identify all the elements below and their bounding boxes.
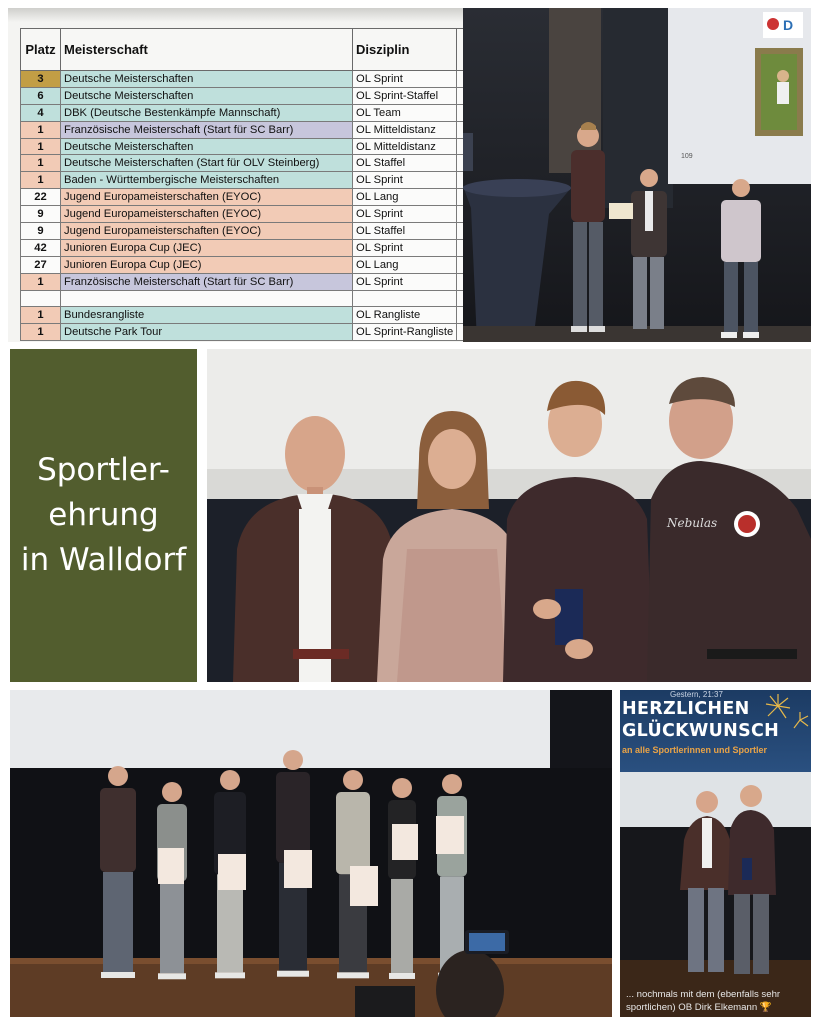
discipline-cell: OL Sprint	[353, 239, 457, 256]
place-cell: 3	[21, 71, 61, 88]
team-member-figure	[157, 782, 187, 979]
certificate	[392, 824, 418, 860]
results-table	[20, 28, 463, 341]
place-cell: 9	[21, 223, 61, 240]
championship-cell: Junioren Europa Cup (JEC)	[61, 239, 353, 256]
championship-cell: Jugend Europameisterschaften (EYOC)	[61, 189, 353, 206]
table-row	[21, 239, 464, 256]
award-group-illustration	[207, 349, 811, 682]
svg-text:Nebulas: Nebulas	[667, 516, 718, 530]
table-header-row	[21, 29, 464, 71]
championship-cell: DBK (Deutsche Bestenkämpfe Mannschaft)	[61, 104, 353, 121]
discipline-cell: OL Sprint	[353, 206, 457, 223]
place-cell	[21, 290, 61, 307]
page-title: Sportler- ehrung in Walldorf	[20, 452, 187, 578]
discipline-cell: OL Rangliste	[353, 307, 457, 324]
place-cell: 42	[21, 239, 61, 256]
discipline-cell: OL Team	[353, 104, 457, 121]
place-cell: 1	[21, 324, 61, 341]
championship-cell: Deutsche Meisterschaften	[61, 138, 353, 155]
team-member-figure	[214, 770, 246, 978]
championship-cell: Deutsche Meisterschaften	[61, 87, 353, 104]
discipline-cell	[353, 290, 457, 307]
post-caption: ... nochmals mit dem (ebenfalls sehr sportlichen) OB Dirk Elkemann 🏆	[626, 989, 781, 1013]
place-cell: 27	[21, 256, 61, 273]
results-table-body	[21, 71, 464, 341]
column-header-championship: Meisterschaft	[61, 29, 353, 71]
results-table-photo	[8, 8, 463, 342]
place-cell: 9	[21, 206, 61, 223]
championship-cell: Junioren Europa Cup (JEC)	[61, 256, 353, 273]
discipline-cell: OL Sprint	[353, 172, 457, 189]
table-row	[21, 206, 464, 223]
discipline-cell: OL Sprint-Rangliste	[353, 324, 457, 341]
certificate	[158, 848, 184, 884]
projection-screen	[10, 690, 550, 768]
team-member-figure	[100, 766, 136, 978]
table-row	[21, 189, 464, 206]
social-media-screenshot	[620, 690, 811, 1017]
trophy-icon	[742, 858, 752, 880]
table-row	[21, 121, 464, 138]
discipline-cell: OL Mitteldistanz	[353, 138, 457, 155]
championship-cell	[61, 290, 353, 307]
discipline-cell: OL Lang	[353, 189, 457, 206]
championship-cell: Deutsche Park Tour	[61, 324, 353, 341]
discipline-cell: OL Staffel	[353, 155, 457, 172]
championship-cell: Französische Meisterschaft (Start für SC Barr)	[61, 273, 353, 290]
discipline-cell: OL Lang	[353, 256, 457, 273]
place-cell: 22	[21, 189, 61, 206]
championship-cell: Deutsche Meisterschaften	[61, 71, 353, 88]
team-member-figure	[276, 750, 312, 977]
discipline-cell: OL Staffel	[353, 223, 457, 240]
trophy-icon	[555, 589, 583, 645]
discipline-cell: OL Sprint	[353, 71, 457, 88]
column-header-place: Platz	[21, 29, 61, 71]
championship-cell: Jugend Europameisterschaften (EYOC)	[61, 206, 353, 223]
championship-cell: Bundesrangliste	[61, 307, 353, 324]
championship-cell: Deutsche Meisterschaften (Start für OLV Steinberg)	[61, 155, 353, 172]
discipline-cell: OL Sprint	[353, 273, 457, 290]
certificate	[436, 816, 464, 854]
table-row	[21, 87, 464, 104]
blurred-header-strip	[8, 8, 463, 22]
table-row	[21, 273, 464, 290]
congratulations-headline	[622, 698, 779, 742]
table-row	[21, 172, 464, 189]
headline-line-1: HERZLICHEN	[622, 699, 750, 719]
table-row	[21, 256, 464, 273]
place-cell: 1	[21, 307, 61, 324]
table-row	[21, 104, 464, 121]
table-row	[21, 290, 464, 307]
table-row	[21, 307, 464, 324]
stage-speech-photo	[463, 8, 811, 342]
place-cell: 4	[21, 104, 61, 121]
table-row	[21, 155, 464, 172]
column-header-discipline: Disziplin	[353, 29, 457, 71]
championship-cell: Jugend Europameisterschaften (EYOC)	[61, 223, 353, 240]
team-member-figure	[436, 774, 467, 979]
place-cell: 6	[21, 87, 61, 104]
place-cell: 1	[21, 121, 61, 138]
table-row	[21, 324, 464, 341]
table-row	[21, 138, 464, 155]
post-timestamp: Gestern, 21:37	[670, 690, 723, 699]
title-block	[10, 349, 197, 682]
table-row	[21, 223, 464, 240]
certificate	[284, 850, 312, 888]
place-cell: 1	[21, 138, 61, 155]
team-stage-illustration	[10, 690, 612, 1017]
championship-cell: Französische Meisterschaft (Start für SC Barr)	[61, 121, 353, 138]
congratulations-subline: an alle Sportlerinnen und Sportler	[622, 745, 768, 755]
stage-speech-illustration	[463, 8, 811, 342]
place-cell: 1	[21, 273, 61, 290]
table-row	[21, 71, 464, 88]
award-group-photo	[207, 349, 811, 682]
discipline-cell: OL Mitteldistanz	[353, 121, 457, 138]
team-stage-photo	[10, 690, 612, 1017]
certificate	[218, 854, 246, 890]
slide-number: 109	[681, 153, 693, 160]
stage-floor	[10, 958, 612, 1017]
svg-text:D: D	[783, 17, 794, 33]
certificate	[350, 866, 378, 906]
place-cell: 1	[21, 155, 61, 172]
headline-line-2: GLÜCKWUNSCH	[622, 721, 780, 741]
championship-cell: Baden - Württembergische Meisterschaften	[61, 172, 353, 189]
discipline-cell: OL Sprint-Staffel	[353, 87, 457, 104]
place-cell: 1	[21, 172, 61, 189]
